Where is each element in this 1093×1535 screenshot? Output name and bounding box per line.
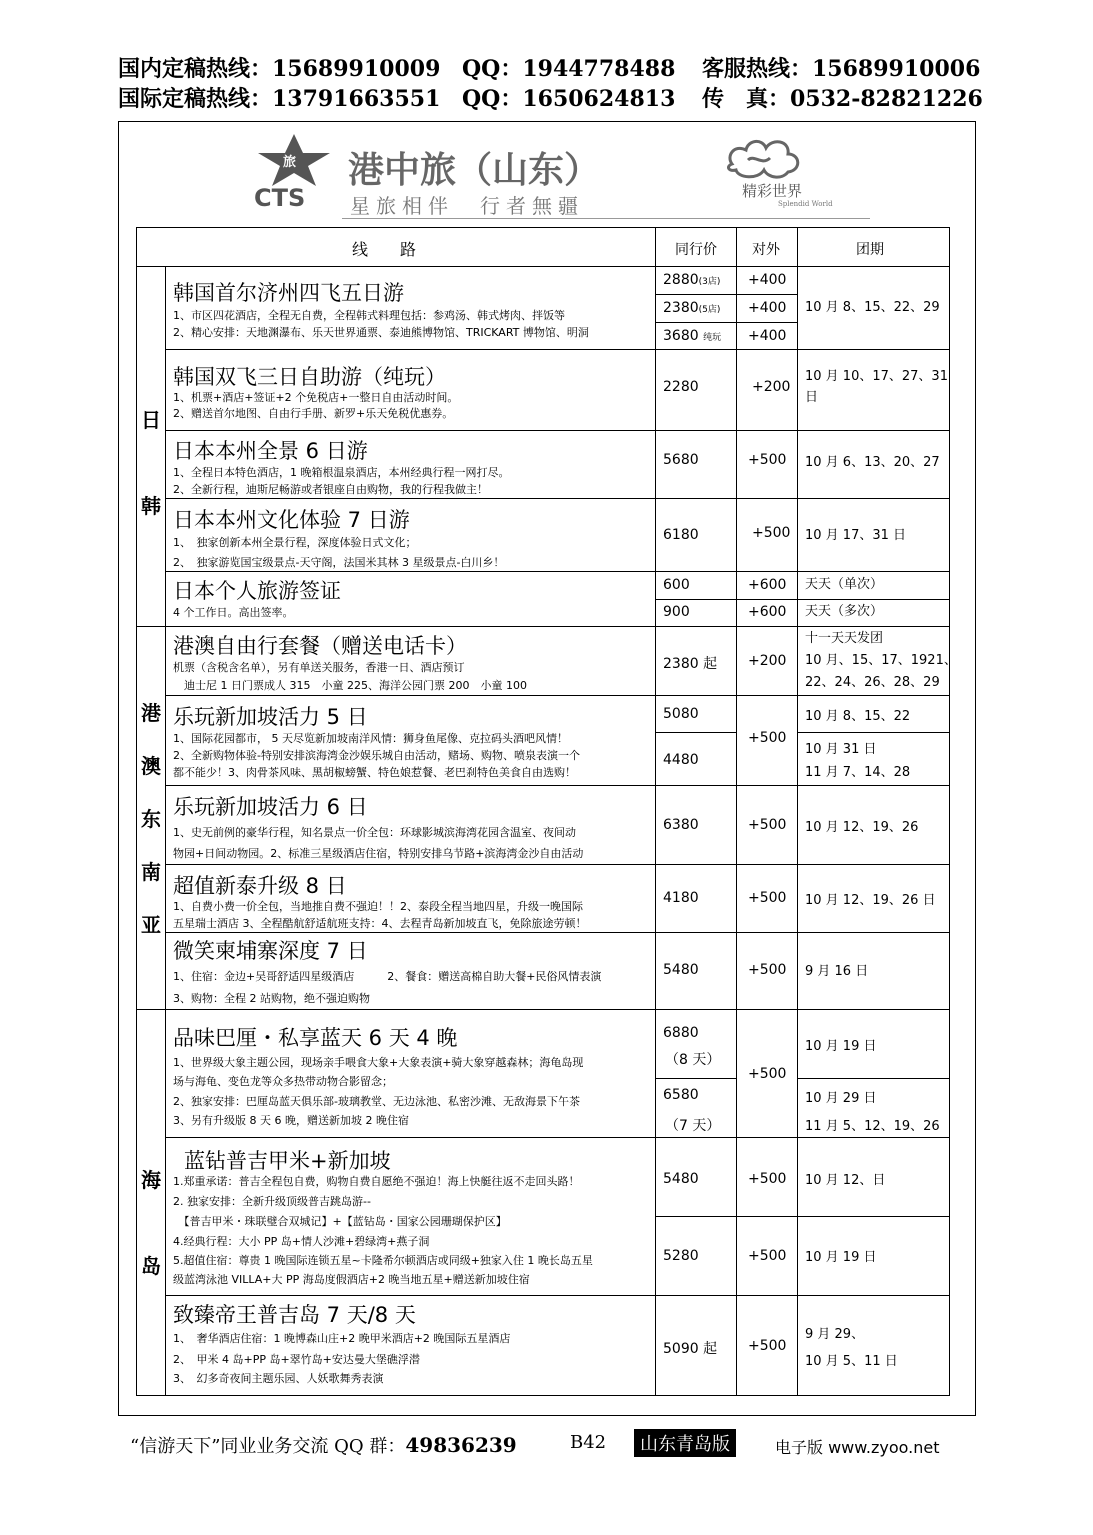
route-desc: 都不能少！3、肉骨茶风味、黑胡椒螃蟹、特色娘惹餐、老巴刹特色美食自由选购！ bbox=[173, 766, 576, 779]
price: 6880 bbox=[663, 1025, 699, 1041]
retail-price: +500 bbox=[748, 817, 787, 833]
retail-price: +600 bbox=[748, 604, 787, 620]
route-desc: 迪士尼 1 日门票成人 315 小童 225、海洋公园门票 200 小童 100 bbox=[173, 679, 527, 692]
route-desc: 1、机票+酒店+签证+2 个免税店+一整日自由活动时间。 bbox=[173, 391, 459, 404]
route-desc: 4 个工作日。高出签率。 bbox=[173, 606, 294, 619]
price: 5480 bbox=[663, 962, 699, 978]
departure-dates: 10 月 19 日 bbox=[805, 1250, 877, 1265]
price: 4180 bbox=[663, 890, 699, 906]
price: 2880(3店) bbox=[663, 272, 721, 288]
footer-slogan: “信游天下”同业业务交流 QQ 群：49836239 bbox=[130, 1433, 517, 1457]
route-desc: 【普吉甲米・珠联璧合双城记】+【蓝钻岛・国家公园珊瑚保护区】 bbox=[173, 1215, 507, 1228]
route-desc: 1、 奢华酒店住宿：1 晚博森山庄+2 晚甲米酒店+2 晚国际五星酒店 bbox=[173, 1332, 511, 1345]
route-title: 日本本州全景 6 日游 bbox=[173, 439, 368, 463]
departure-dates: 10 月 17、31 日 bbox=[805, 528, 907, 543]
route-title: 品味巴厘・私享蓝天 6 天 4 晚 bbox=[173, 1026, 458, 1050]
route-title: 乐玩新加坡活力 6 日 bbox=[173, 795, 368, 819]
region-gangao: 港澳东南亚 bbox=[141, 701, 161, 937]
retail-price: +500 bbox=[748, 890, 787, 906]
region-haidao: 海岛 bbox=[141, 1168, 161, 1278]
retail-price: +400 bbox=[748, 328, 787, 344]
route-title: 韩国双飞三日自助游（纯玩） bbox=[173, 365, 446, 389]
route-desc: 1、全程日本特色酒店，1 晚箱根温泉酒店，本州经典行程一网打尽。 bbox=[173, 466, 510, 479]
price: 2380 起 bbox=[663, 656, 718, 672]
price: 5280 bbox=[663, 1248, 699, 1264]
route-desc: 1、世界级大象主题公园，现场亲手喂食大象+大象表演+骑大象穿越森林；海龟岛现 bbox=[173, 1056, 584, 1069]
route-desc: 2、 独家游览国宝级景点-天守阁，法国米其林 3 星级景点-白川乡！ bbox=[173, 556, 505, 569]
retail-price: +500 bbox=[748, 1248, 787, 1264]
header-dates: 团期 bbox=[856, 242, 884, 258]
departure-dates: 10 月 10、17、27、31 bbox=[805, 369, 948, 384]
header-route: 线 路 bbox=[352, 240, 417, 259]
price-note: （7 天） bbox=[665, 1118, 721, 1134]
route-desc: 1.郑重承诺：普吉全程包自费，购物自费自愿绝不强迫！海上快艇往返不走回头路！ bbox=[173, 1175, 580, 1188]
route-title: 日本个人旅游签证 bbox=[173, 579, 341, 603]
price: 2280 bbox=[663, 379, 699, 395]
price: 5480 bbox=[663, 1171, 699, 1187]
domestic-qq: QQ：1944778488 bbox=[462, 56, 676, 82]
dates-cell bbox=[797, 1295, 950, 1396]
price: 4480 bbox=[663, 752, 699, 768]
departure-dates: 22、24、26、28、29 bbox=[805, 675, 940, 690]
route-title: 超值新泰升级 8 日 bbox=[173, 874, 347, 898]
partner-en: Splendid World bbox=[778, 200, 833, 208]
partner-name: 精彩世界 bbox=[742, 182, 803, 200]
price: 5080 bbox=[663, 706, 699, 722]
retail-price: +500 bbox=[752, 525, 791, 541]
brand-name: 港中旅（山东） bbox=[348, 149, 601, 191]
departure-dates: 9 月 29、 bbox=[805, 1327, 865, 1342]
departure-dates: 10 月 8、15、22 bbox=[805, 709, 911, 724]
price: 6580 bbox=[663, 1087, 699, 1103]
retail-price: +200 bbox=[748, 653, 787, 669]
retail-price: +500 bbox=[748, 1066, 787, 1082]
price: 3680 纯玩 bbox=[663, 328, 722, 344]
service-hotline: 客服热线：15689910006 bbox=[702, 56, 981, 82]
retail-price: +200 bbox=[752, 379, 791, 395]
route-desc: 2、全新购物体验-特别安排滨海湾金沙娱乐城自由活动，赌场、购物、喷泉表演一个 bbox=[173, 749, 580, 762]
retail-price: +500 bbox=[748, 452, 787, 468]
departure-dates: 10 月、15、17、1921、 bbox=[805, 653, 957, 668]
route-title: 日本本州文化体验 7 日游 bbox=[173, 508, 410, 532]
route-desc: 3、另有升级版 8 天 6 晚，赠送新加坡 2 晚住宿 bbox=[173, 1114, 409, 1127]
departure-dates: 10 月 12、19、26 日 bbox=[805, 893, 936, 908]
route-title: 韩国首尔济州四飞五日游 bbox=[173, 281, 404, 305]
route-desc: 物园+日间动物园。2、标准三星级酒店住宿，特别安排乌节路+滨海湾金沙自由活动 bbox=[173, 847, 584, 860]
departure-dates: 10 月 31 日 bbox=[805, 742, 877, 757]
route-desc: 2、独家安排：巴厘岛蓝天俱乐部-玻璃教堂、无边泳池、私密沙滩、无敌海景下午茶 bbox=[173, 1095, 580, 1108]
route-desc: 1、自费小费一价全包，当地推自费不强迫！！2、泰段全程当地四星，升级一晚国际 bbox=[173, 900, 583, 913]
price-note: （8 天） bbox=[665, 1052, 721, 1068]
route-desc: 3、购物：全程 2 站购物，绝不强迫购物 bbox=[173, 992, 370, 1005]
departure-dates: 11 月 7、14、28 bbox=[805, 765, 911, 780]
price: 900 bbox=[663, 604, 690, 620]
route-desc: 场与海龟、变色龙等众多热带动物合影留念； bbox=[173, 1075, 393, 1088]
intl-hotline: 国际定稿热线：13791663551 bbox=[118, 86, 441, 112]
star-char: 旅 bbox=[283, 155, 297, 170]
departure-dates: 10 月 12、19、26 bbox=[805, 820, 919, 835]
retail-price: +400 bbox=[748, 272, 787, 288]
departure-dates: 10 月 5、11 日 bbox=[805, 1354, 898, 1369]
departure-dates: 11 月 5、12、19、26 bbox=[805, 1119, 940, 1134]
price: 2380(5店) bbox=[663, 300, 721, 316]
route-desc: 级蓝湾泳池 VILLA+大 PP 海岛度假酒店+2 晚当地五星+赠送新加坡住宿 bbox=[173, 1273, 530, 1286]
header-peer-price: 同行价 bbox=[675, 242, 717, 258]
departure-dates: 日 bbox=[805, 390, 819, 405]
region-rihan: 日韩 bbox=[141, 408, 161, 518]
footer-edition: 山东青岛版 bbox=[634, 1429, 736, 1457]
cloud-logo-icon bbox=[724, 136, 804, 182]
route-title: 蓝钻普吉甲米+新加坡 bbox=[184, 1149, 391, 1173]
departure-dates: 十一天天发团 bbox=[805, 631, 884, 646]
dates-cell bbox=[797, 349, 950, 431]
price: 600 bbox=[663, 577, 690, 593]
route-desc: 3、 幻多奇夜间主题乐园、人妖歌舞秀表演 bbox=[173, 1372, 384, 1385]
route-desc: 1、市区四花酒店，全程无自费，全程韩式料理包括：参鸡汤、韩式烤肉、拌饭等 bbox=[173, 309, 565, 322]
retail-price: +500 bbox=[748, 962, 787, 978]
price: 6380 bbox=[663, 817, 699, 833]
route-desc: 2、精心安排：天地渊瀑布、乐天世界通票、泰迪熊博物馆、TRICKART 博物馆、明洞 bbox=[173, 326, 589, 339]
price: 5090 起 bbox=[663, 1341, 718, 1357]
route-desc: 2. 独家安排：全新升级顶级普吉跳岛游-- bbox=[173, 1195, 371, 1208]
route-title: 微笑柬埔寨深度 7 日 bbox=[173, 939, 368, 963]
retail-price: +500 bbox=[748, 730, 787, 746]
route-desc: 1、 独家创新本州全景行程，深度体验日式文化； bbox=[173, 536, 417, 549]
route-desc: 五星瑞士酒店 3、全程酷航舒适航班支持：4、去程青岛新加坡直飞，免除旅途劳顿！ bbox=[173, 917, 587, 930]
departure-dates: 10 月 19 日 bbox=[805, 1039, 877, 1054]
retail-price: +400 bbox=[748, 300, 787, 316]
route-desc: 机票（含税含名单），另有单送关服务，香港一日、酒店预订 bbox=[173, 661, 465, 674]
fax-line: 传 真：0532-82821226 bbox=[702, 86, 983, 112]
departure-dates: 10 月 29 日 bbox=[805, 1091, 877, 1106]
retail-price: +600 bbox=[748, 577, 787, 593]
route-desc: 1、国际花园都市， 5 天尽览新加坡南洋风情：狮身鱼尾像、克拉码头酒吧风情！ bbox=[173, 732, 568, 745]
departure-dates: 10 月 12、日 bbox=[805, 1173, 886, 1188]
route-desc: 1、住宿：金边+吴哥舒适四星级酒店 2、餐食：赠送高棉自助大餐+民俗风情表演 bbox=[173, 970, 602, 983]
footer-page: B42 bbox=[570, 1432, 607, 1453]
departure-dates: 9 月 16 日 bbox=[805, 964, 869, 979]
departure-dates: 10 月 8、15、22、29 bbox=[805, 300, 940, 315]
route-title: 港澳自由行套餐（赠送电话卡） bbox=[173, 634, 467, 658]
header-retail: 对外 bbox=[752, 242, 780, 258]
domestic-hotline: 国内定稿热线：15689910009 bbox=[118, 56, 441, 82]
route-title: 致臻帝王普吉岛 7 天/8 天 bbox=[173, 1303, 416, 1327]
footer-electronic: 电子版 www.zyoo.net bbox=[775, 1438, 940, 1457]
departure-dates: 天天（多次） bbox=[805, 604, 884, 619]
route-desc: 4.经典行程：大小 PP 岛+情人沙滩+碧绿湾+燕子洞 bbox=[173, 1235, 430, 1248]
departure-dates: 天天（单次） bbox=[805, 577, 884, 592]
route-desc: 2、 甲米 4 岛+PP 岛+翠竹岛+安达曼大堡礁浮潜 bbox=[173, 1353, 420, 1366]
route-desc: 5.超值住宿：尊贵 1 晚国际连锁五星~卡隆希尔顿酒店或同级+独家入住 1 晚长岛五星 bbox=[173, 1254, 593, 1267]
route-desc: 1、史无前例的豪华行程，知名景点一价全包：环球影城滨海湾花园含温室、夜间动 bbox=[173, 826, 576, 839]
intl-qq: QQ：1650624813 bbox=[462, 86, 676, 112]
route-desc: 2、赠送首尔地图、自由行手册、新罗+乐天免税优惠券。 bbox=[173, 407, 454, 420]
retail-price: +500 bbox=[748, 1171, 787, 1187]
route-desc: 2、全新行程，迪斯尼畅游或者银座自由购物，我的行程我做主！ bbox=[173, 483, 488, 496]
banner-divider bbox=[342, 218, 870, 219]
departure-dates: 10 月 6、13、20、27 bbox=[805, 455, 940, 470]
cts-logo: CTS bbox=[254, 184, 306, 212]
price: 5680 bbox=[663, 452, 699, 468]
footer-qq: 49836239 bbox=[405, 1433, 517, 1457]
banner bbox=[250, 128, 870, 220]
brand-slogan: 星旅相伴 行者無疆 bbox=[350, 194, 584, 218]
route-title: 乐玩新加坡活力 5 日 bbox=[173, 705, 368, 729]
price: 6180 bbox=[663, 527, 699, 543]
retail-price: +500 bbox=[748, 1338, 787, 1354]
